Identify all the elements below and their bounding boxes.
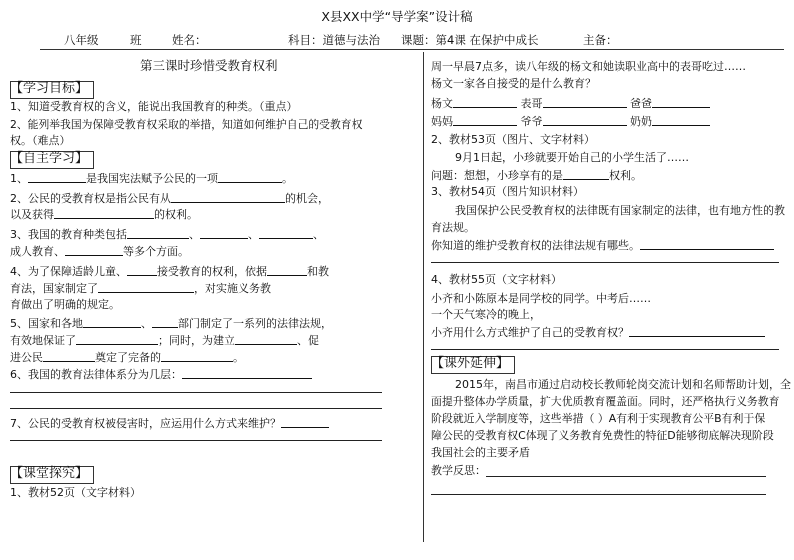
blank[interactable] [76,332,158,345]
extension-line-3: 阶段就近入学制度等，这些举措（ ）A有利于实现教育公平B有利于保 [431,412,766,425]
lesson-title: 第三课时珍惜受教育权利 [140,58,278,73]
blank[interactable] [640,237,774,250]
explore-heading: 【课堂探究】 [10,466,89,481]
answer-line[interactable] [431,262,779,263]
goal-1: 1、知道受教育权的含义，能说出我国教育的种类。（重点） [10,100,298,113]
answer-line[interactable] [10,392,382,393]
question-2: 2、公民的受教育权是指公民有从 的机会， [10,192,329,205]
blank[interactable] [563,167,609,180]
blank[interactable] [235,332,297,345]
question-4-cont: 育法，国家制定了 ，对实施义务教 [10,282,271,295]
blank[interactable] [543,95,627,108]
material-4: 4、教材55页（文字材料） [431,273,562,286]
question-5: 5、国家和各地 、 部门制定了一系列的法律法规， [10,317,332,330]
material-3-text-cont: 育法规。 [431,221,475,234]
blank[interactable] [453,95,517,108]
extension-line-1: 2015年，南昌市通过启动校长教师轮岗交流计划和名师帮助计划，全 [455,378,791,391]
question-7: 7、公民的受教育权被侵害时，应运用什么方式来维护？ [10,415,329,432]
blank[interactable] [629,324,765,337]
family-row-2: 妈妈 爷爷 奶奶 [431,113,710,130]
question-2-cont: 以及获得 的权利。 [10,208,198,221]
material-3-question: 你知道的维护受教育权的法律法规有哪些。 [431,237,774,254]
blank[interactable] [28,170,86,183]
material-4-question: 小齐用什么方式维护了自己的受教育权？ [431,324,765,341]
subject-label: 科目：道德与法治 [288,33,380,47]
extension-line-4: 障公民的受教育权C体现了义务教育免费性的特征D能够彻底解决现阶段 [431,429,774,442]
question-4: 4、为了保障适龄儿童、 接受教育的权利，依据 和教 [10,265,329,278]
question-3-cont: 成人教育、 等多个方面。 [10,245,189,258]
header-divider [40,49,784,50]
goals-heading: 【学习目标】 [10,81,89,96]
material-1: 1、教材52页（文字材料） [10,486,141,499]
blank[interactable] [259,226,313,239]
blank[interactable] [98,280,194,293]
blank[interactable] [218,170,282,183]
extension-line-5: 我国社会的主要矛盾 [431,446,530,459]
lesson-label: 课题：第4课 在保护中成长 [401,33,539,47]
material-2-question: 问题：想想，小珍享有的是 权利。 [431,169,642,182]
blank[interactable] [127,263,157,276]
answer-line[interactable] [10,440,382,441]
blank[interactable] [182,366,312,379]
material-2: 2、教材53页（图片、文字材料） [431,133,595,146]
extension-line-2: 面提升整体办学质量，扩大优质教育覆盖面。同时，还严格执行义务教育 [431,395,780,408]
class-label: 班 [130,33,142,47]
question-5-cont: 有效地保证了 ；同时，为建立 、促 [10,334,319,347]
extension-heading: 【课外延伸】 [431,356,510,371]
question-3: 3、我国的教育种类包括 、 、 、 [10,228,324,241]
blank[interactable] [171,190,285,203]
material-1-text: 周一早晨7点多，读八年级的杨文和她读职业高中的表哥吃过…… [431,60,746,73]
question-6: 6、我国的教育法律体系分为几层： [10,366,312,383]
blank[interactable] [161,349,233,362]
material-4-text: 小齐和小陈原本是同学校的同学。中考后…… [431,292,651,305]
answer-line[interactable] [10,408,382,409]
blank[interactable] [65,243,123,256]
document-title: X县XX中学“导学案”设计稿 [321,9,473,24]
blank[interactable] [453,113,517,126]
material-1-question: 杨文一家各自接受的是什么教育？ [431,77,596,90]
material-2-text: 9月1日起，小珍就要开始自己的小学生活了…… [455,151,689,164]
goal-2: 2、能列举我国为保障受教育权采取的举措，知道如何维护自己的受教育权 [10,118,363,131]
blank[interactable] [152,315,178,328]
blank[interactable] [652,113,710,126]
blank[interactable] [281,415,329,428]
grade-label: 八年级 [64,33,99,47]
family-row-1: 杨文 表哥 爸爸 [431,95,710,112]
reflection-line[interactable] [431,494,766,495]
column-divider [423,52,424,542]
blank[interactable] [200,226,248,239]
question-4-cont2: 育做出了明确的规定。 [10,298,120,311]
blank[interactable] [652,95,710,108]
blank[interactable] [127,226,189,239]
blank[interactable] [543,113,627,126]
reflection-line[interactable] [486,476,766,477]
name-label: 姓名： [172,33,207,47]
question-1: 1、 是我国宪法赋予公民的一项 。 [10,172,293,185]
blank[interactable] [267,263,307,276]
self-study-heading: 【自主学习】 [10,151,89,166]
editor-label: 主备： [583,33,618,47]
material-3: 3、教材54页（图片知识材料） [431,185,584,198]
question-5-cont2: 进公民 奠定了完备的 。 [10,351,244,364]
blank[interactable] [83,315,141,328]
blank[interactable] [43,349,95,362]
material-3-text: 我国保护公民受教育权的法律既有国家制定的法律，也有地方性的教 [455,204,785,217]
answer-line[interactable] [431,349,779,350]
goal-2-cont: 权。（难点） [10,134,71,147]
blank[interactable] [54,206,154,219]
material-4-text-2: 一个天气寒冷的晚上， [431,308,541,321]
reflection-label: 教学反思： [431,464,486,477]
